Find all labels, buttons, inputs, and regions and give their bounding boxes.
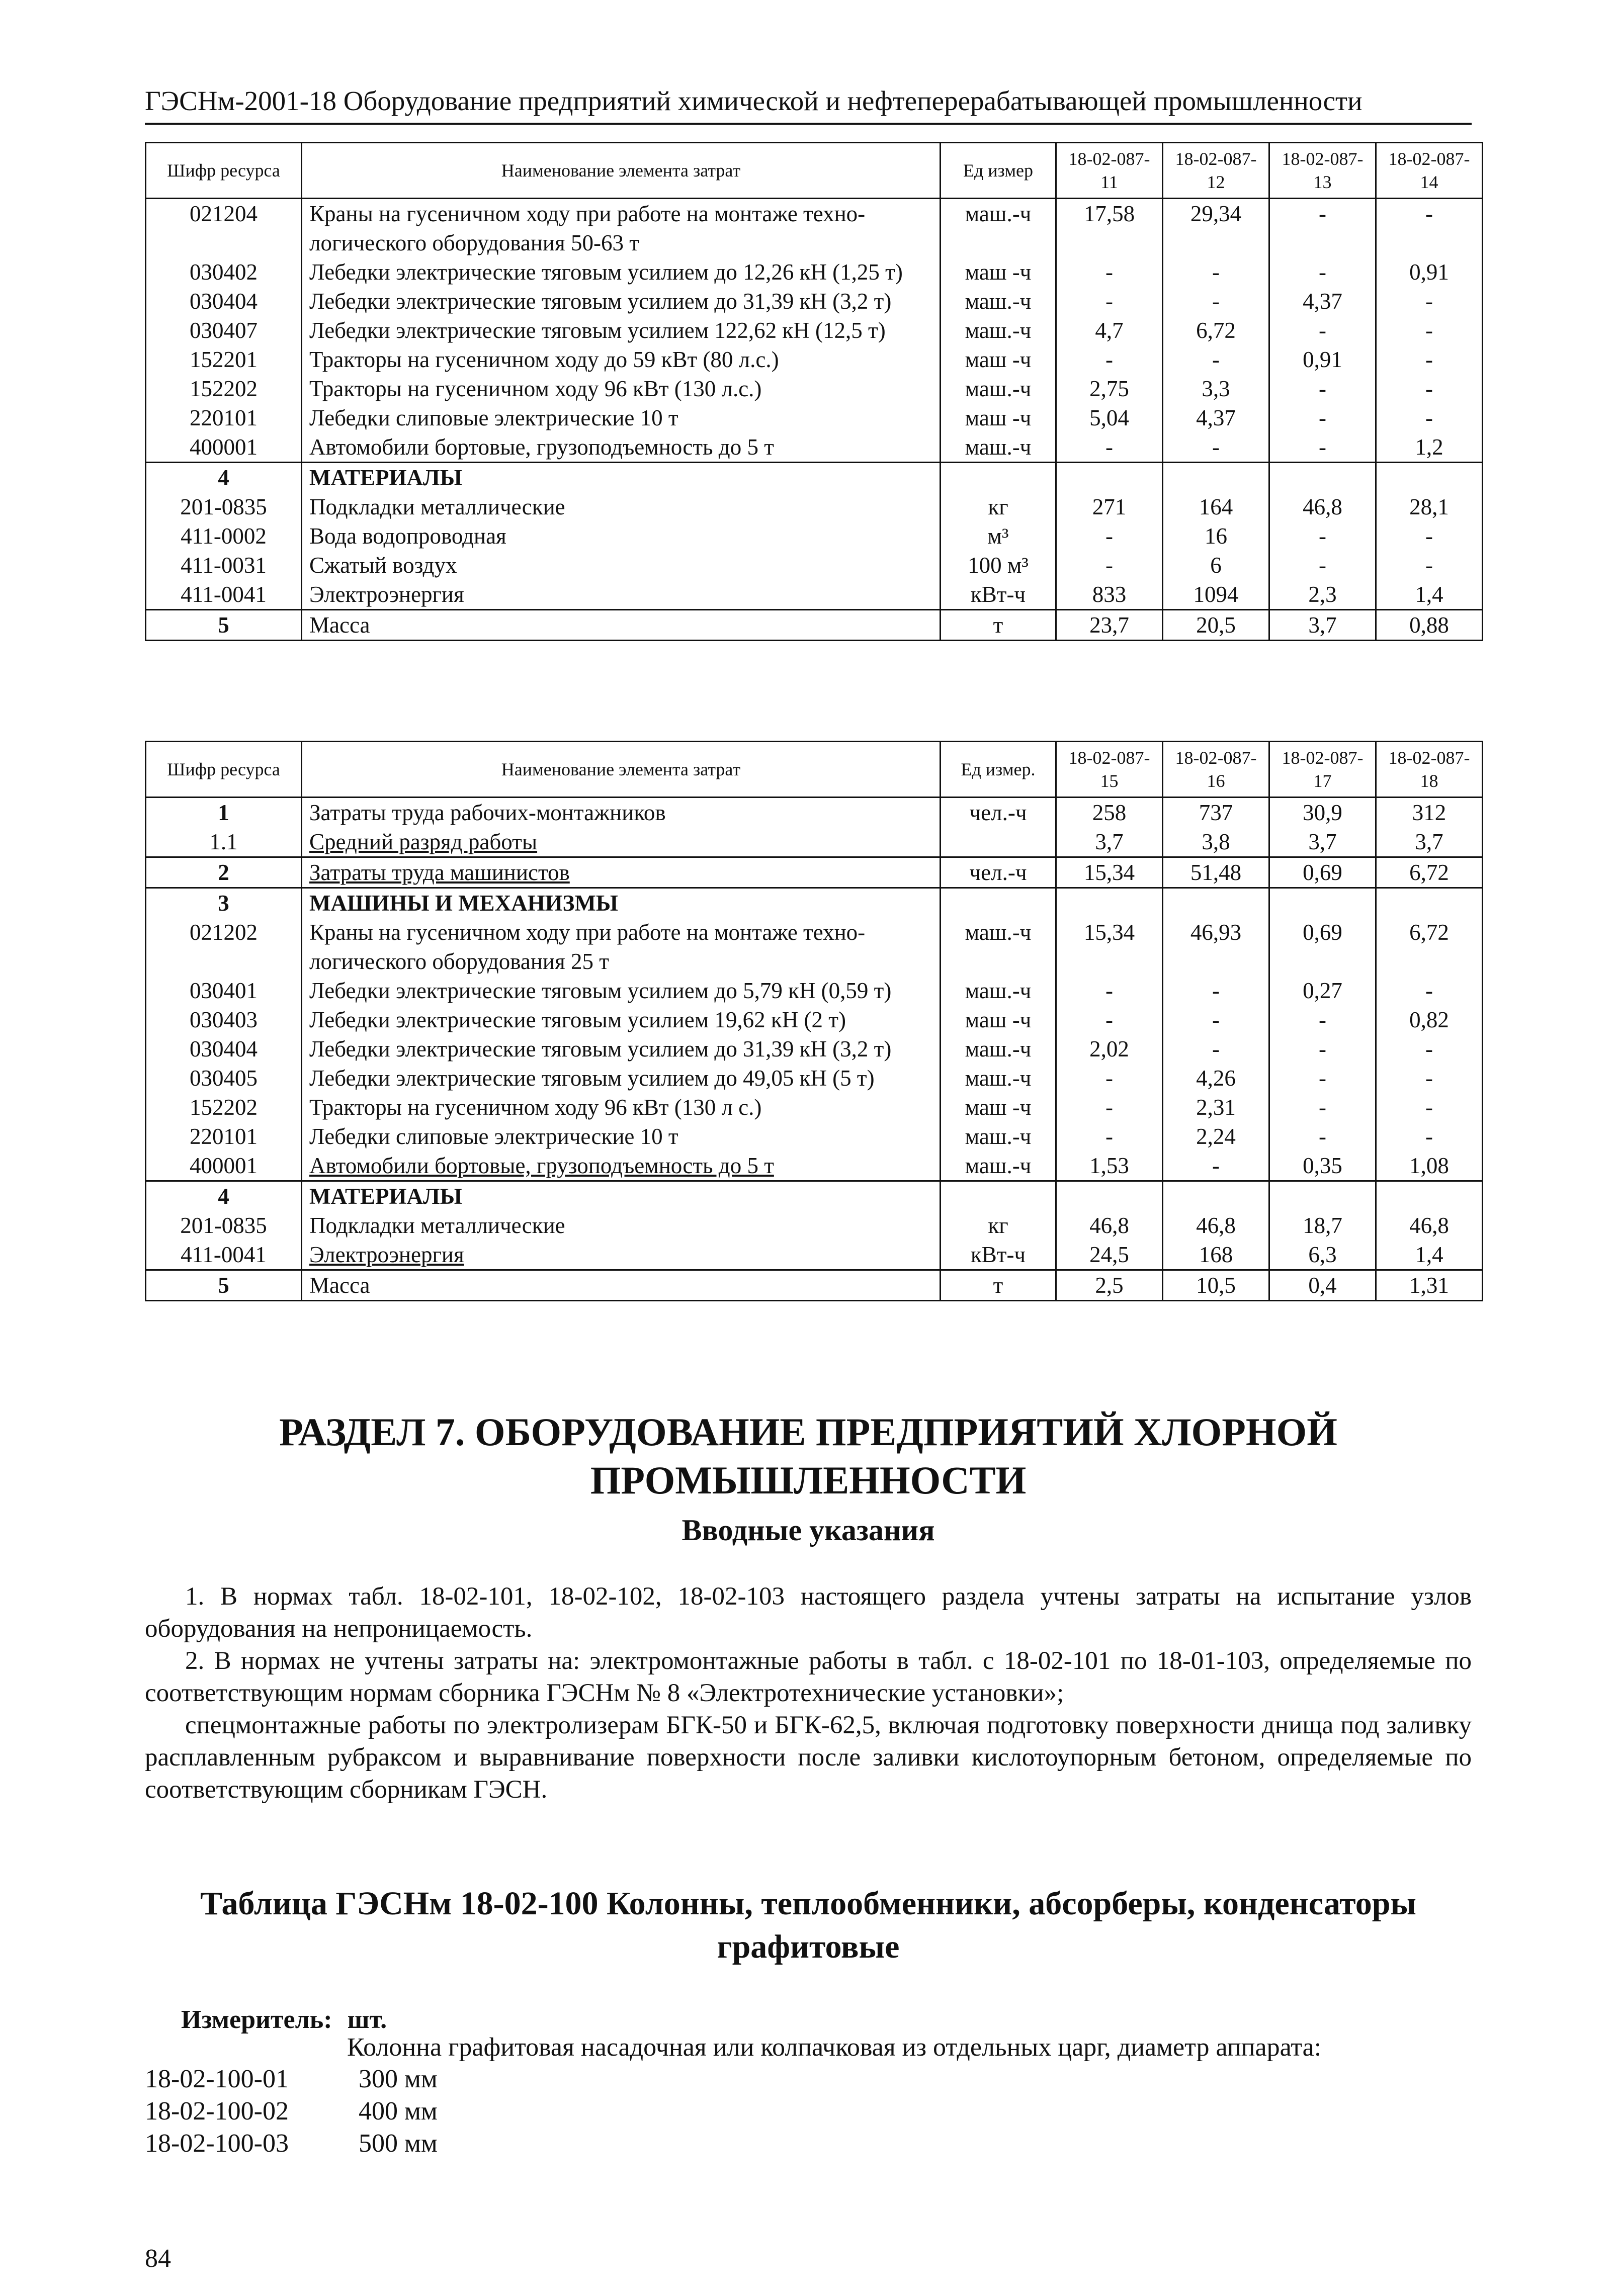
row-value: - xyxy=(1269,521,1376,551)
row-value: - xyxy=(1269,199,1376,258)
row-value: 6,72 xyxy=(1376,857,1483,888)
row-value: - xyxy=(1376,345,1483,374)
row-value: - xyxy=(1056,1122,1163,1151)
row-name: Масса xyxy=(302,1270,941,1301)
row-name: Затраты труда машинистов xyxy=(302,857,941,888)
row-value: 1,2 xyxy=(1376,432,1483,463)
row-code: 400001 xyxy=(146,432,302,463)
row-value xyxy=(1163,463,1269,493)
row-name: Краны на гусеничном ходу при работе на монтаже техно-логического оборудования 50-63 т xyxy=(302,199,941,258)
row-value: - xyxy=(1056,551,1163,580)
row-code: 4 xyxy=(146,1181,302,1211)
table-row xyxy=(146,374,1483,403)
row-value: - xyxy=(1269,1093,1376,1122)
row-value: 737 xyxy=(1163,798,1269,828)
row-value: 2,02 xyxy=(1056,1034,1163,1064)
row-code: 411-0031 xyxy=(146,551,302,580)
row-value: 4,37 xyxy=(1163,403,1269,432)
row-name: Лебедки электрические тяговым усилием до 12,26 кН (1,25 т) xyxy=(302,257,941,287)
row-value: 46,8 xyxy=(1269,492,1376,521)
row-value: 5,04 xyxy=(1056,403,1163,432)
row-value: - xyxy=(1376,1064,1483,1093)
row-name: Лебедки слиповые электрические 10 т xyxy=(302,1122,941,1151)
row-value: 3,8 xyxy=(1163,827,1269,857)
row-value: 29,34 xyxy=(1163,199,1269,258)
row-code: 030404 xyxy=(146,1034,302,1064)
row-value xyxy=(1269,463,1376,493)
row-unit: маш.-ч xyxy=(941,287,1056,316)
row-code: 152201 xyxy=(146,345,302,374)
row-unit: маш -ч xyxy=(941,257,1056,287)
row-value: 20,5 xyxy=(1163,610,1269,641)
table-row xyxy=(146,345,1483,374)
paragraph: спецмонтажные работы по электролизерам БГК-50 и БГК-62,5, включая подготовку поверхности днища под заливку расплавленным рубраксом и выравнивание поверхности после заливки кислотоупорным бетоном, определяемые по соответствующим сборникам ГЭСН. xyxy=(145,1711,1472,1804)
row-name: МАТЕРИАЛЫ xyxy=(302,463,941,493)
row-code: 4 xyxy=(146,463,302,493)
row-value: 6,72 xyxy=(1376,918,1483,976)
table-row xyxy=(146,1240,1483,1270)
row-unit: маш.-ч xyxy=(941,976,1056,1005)
row-code: 400001 xyxy=(146,1151,302,1181)
row-unit: чел.-ч xyxy=(941,798,1056,828)
row-value: - xyxy=(1376,199,1483,258)
row-value: 3,3 xyxy=(1163,374,1269,403)
col-name-header: Наименование элемента затрат xyxy=(302,143,941,199)
row-unit: маш.-ч xyxy=(941,199,1056,258)
row-value: - xyxy=(1056,976,1163,1005)
row-value: 271 xyxy=(1056,492,1163,521)
meter-value: шт. xyxy=(347,2005,387,2034)
row-unit xyxy=(941,463,1056,493)
table-row xyxy=(146,1151,1483,1181)
row-unit: маш.-ч xyxy=(941,374,1056,403)
row-value xyxy=(1163,1181,1269,1211)
table-row xyxy=(146,1122,1483,1151)
row-value: 1094 xyxy=(1163,580,1269,610)
row-value: 0,82 xyxy=(1376,1005,1483,1034)
row-value: 0,69 xyxy=(1269,857,1376,888)
row-code: 021202 xyxy=(146,918,302,976)
row-value: 3,7 xyxy=(1056,827,1163,857)
row-unit: кг xyxy=(941,492,1056,521)
row-unit: маш.-ч xyxy=(941,432,1056,463)
col-name-header: Наименование элемента затрат xyxy=(302,742,941,798)
row-name: Подкладки металлические xyxy=(302,1211,941,1240)
col-code-header: Шифр ресурса xyxy=(146,143,302,199)
row-name: Автомобили бортовые, грузоподъемность до 5 т xyxy=(302,1151,941,1181)
table-title: Таблица ГЭСНм 18-02-100 Колонны, теплообменники, абсорберы, конденсаторы графитовые xyxy=(200,1885,1416,1965)
row-value: - xyxy=(1376,976,1483,1005)
row-value: - xyxy=(1376,403,1483,432)
row-value: - xyxy=(1269,1005,1376,1034)
row-value: - xyxy=(1376,316,1483,345)
row-value: 30,9 xyxy=(1269,798,1376,828)
row-value: - xyxy=(1269,432,1376,463)
row-code: 030403 xyxy=(146,1005,302,1034)
table-row xyxy=(146,463,1483,493)
list-item xyxy=(145,2095,438,2128)
table-header-row xyxy=(146,742,1483,798)
row-value: 46,8 xyxy=(1056,1211,1163,1240)
row-value: 10,5 xyxy=(1163,1270,1269,1301)
row-value xyxy=(1269,888,1376,918)
row-name: Электроэнергия xyxy=(302,580,941,610)
section-subtitle: Вводные указания xyxy=(682,1514,935,1547)
table-row xyxy=(146,857,1483,888)
list-item xyxy=(145,2063,438,2095)
row-value: - xyxy=(1163,257,1269,287)
table-row xyxy=(146,888,1483,918)
table-row xyxy=(146,1034,1483,1064)
row-value: 4,7 xyxy=(1056,316,1163,345)
table-row xyxy=(146,1005,1483,1034)
row-name: Тракторы на гусеничном ходу 96 кВт (130 л.с.) xyxy=(302,374,941,403)
row-unit: т xyxy=(941,610,1056,641)
row-value: 258 xyxy=(1056,798,1163,828)
norm-value: 400 мм xyxy=(359,2097,438,2126)
row-code: 030405 xyxy=(146,1064,302,1093)
row-value: - xyxy=(1269,1064,1376,1093)
row-value: 833 xyxy=(1056,580,1163,610)
row-value: 15,34 xyxy=(1056,918,1163,976)
table-description: Колонна графитовая насадочная или колпачковая из отдельных царг, диаметр аппарата: xyxy=(347,2033,1322,2062)
row-value: - xyxy=(1376,1034,1483,1064)
row-value: 46,8 xyxy=(1376,1211,1483,1240)
row-value: 23,7 xyxy=(1056,610,1163,641)
row-name: Средний разряд работы xyxy=(302,827,941,857)
row-name: Краны на гусеничном ходу при работе на монтаже техно-логического оборудования 25 т xyxy=(302,918,941,976)
row-value: 168 xyxy=(1163,1240,1269,1270)
row-name: Масса xyxy=(302,610,941,641)
row-code: 5 xyxy=(146,1270,302,1301)
section-title: РАЗДЕЛ 7. ОБОРУДОВАНИЕ ПРЕДПРИЯТИЙ ХЛОРНОЙ ПРОМЫШЛЕННОСТИ xyxy=(279,1410,1337,1502)
intro-text xyxy=(145,1580,1472,1806)
row-value: - xyxy=(1376,1093,1483,1122)
row-unit: маш -ч xyxy=(941,345,1056,374)
col-norm-header: 18-02-087-15 xyxy=(1056,742,1163,798)
table-row xyxy=(146,610,1483,641)
row-name: Лебедки электрические тяговым усилием до 5,79 кН (0,59 т) xyxy=(302,976,941,1005)
row-value xyxy=(1269,1181,1376,1211)
row-code: 1.1 xyxy=(146,827,302,857)
row-code: 030401 xyxy=(146,976,302,1005)
row-value: 6 xyxy=(1163,551,1269,580)
row-value: 0,27 xyxy=(1269,976,1376,1005)
row-code: 201-0835 xyxy=(146,492,302,521)
resource-table-1 xyxy=(145,142,1483,641)
row-unit: маш.-ч xyxy=(941,1151,1056,1181)
row-value: 46,93 xyxy=(1163,918,1269,976)
table-row xyxy=(146,1270,1483,1301)
row-value: - xyxy=(1056,1064,1163,1093)
paragraph: 2. В нормах не учтены затраты на: электромонтажные работы в табл. с 18-02-101 по 18-01-103, определяемые по соответствующим нормам сборника ГЭСНм № 8 «Электротехнические установки»; xyxy=(145,1647,1472,1707)
row-unit xyxy=(941,888,1056,918)
row-unit: маш -ч xyxy=(941,1093,1056,1122)
table-row xyxy=(146,1093,1483,1122)
row-code: 5 xyxy=(146,610,302,641)
row-unit: т xyxy=(941,1270,1056,1301)
row-unit xyxy=(941,827,1056,857)
row-name: МАШИНЫ И МЕХАНИЗМЫ xyxy=(302,888,941,918)
row-code: 411-0041 xyxy=(146,1240,302,1270)
row-name: Электроэнергия xyxy=(302,1240,941,1270)
row-value: - xyxy=(1163,976,1269,1005)
table-row xyxy=(146,287,1483,316)
row-value: - xyxy=(1163,432,1269,463)
row-value: - xyxy=(1269,1122,1376,1151)
row-value: - xyxy=(1376,1122,1483,1151)
row-value: 4,37 xyxy=(1269,287,1376,316)
table-header-row xyxy=(146,143,1483,199)
row-value: 6,3 xyxy=(1269,1240,1376,1270)
row-value: 2,75 xyxy=(1056,374,1163,403)
norm-code: 18-02-100-01 xyxy=(145,2065,289,2093)
table-row xyxy=(146,976,1483,1005)
row-value: - xyxy=(1163,1005,1269,1034)
table-row xyxy=(146,316,1483,345)
norm-list xyxy=(145,2063,438,2160)
row-value: - xyxy=(1269,551,1376,580)
row-name: Вода водопроводная xyxy=(302,521,941,551)
row-name: Затраты труда рабочих-монтажников xyxy=(302,798,941,828)
row-value xyxy=(1056,463,1163,493)
row-code: 411-0002 xyxy=(146,521,302,551)
row-unit: кВт-ч xyxy=(941,1240,1056,1270)
col-unit-header: Ед измер. xyxy=(941,742,1056,798)
row-code: 030404 xyxy=(146,287,302,316)
list-item xyxy=(145,2128,438,2160)
row-value: - xyxy=(1269,403,1376,432)
row-unit: кВт-ч xyxy=(941,580,1056,610)
row-value: 24,5 xyxy=(1056,1240,1163,1270)
row-unit: маш -ч xyxy=(941,403,1056,432)
row-unit: маш.-ч xyxy=(941,918,1056,976)
table-row xyxy=(146,1211,1483,1240)
row-name: Автомобили бортовые, грузоподъемность до 5 т xyxy=(302,432,941,463)
row-value: 2,5 xyxy=(1056,1270,1163,1301)
row-value xyxy=(1163,888,1269,918)
table-row xyxy=(146,521,1483,551)
row-value: 1,4 xyxy=(1376,580,1483,610)
row-value: 17,58 xyxy=(1056,199,1163,258)
norm-value: 300 мм xyxy=(359,2065,438,2093)
col-norm-header: 18-02-087-14 xyxy=(1376,143,1483,199)
row-value: - xyxy=(1056,257,1163,287)
paragraph: 1. В нормах табл. 18-02-101, 18-02-102, 18-02-103 настоящего раздела учтены затраты на испытание узлов оборудования на непроницаемость. xyxy=(145,1582,1472,1643)
row-code: 2 xyxy=(146,857,302,888)
row-value: 0,91 xyxy=(1376,257,1483,287)
row-name: Лебедки электрические тяговым усилием до 31,39 кН (3,2 т) xyxy=(302,287,941,316)
row-value xyxy=(1376,1181,1483,1211)
row-value: - xyxy=(1056,1093,1163,1122)
row-unit: маш -ч xyxy=(941,1005,1056,1034)
norm-code: 18-02-100-03 xyxy=(145,2129,289,2158)
row-value: 0,88 xyxy=(1376,610,1483,641)
row-value xyxy=(1376,463,1483,493)
table-row xyxy=(146,432,1483,463)
col-code-header: Шифр ресурса xyxy=(146,742,302,798)
row-value: 3,7 xyxy=(1269,610,1376,641)
row-value: - xyxy=(1376,521,1483,551)
table-row xyxy=(146,580,1483,610)
row-value: 15,34 xyxy=(1056,857,1163,888)
row-value: - xyxy=(1376,551,1483,580)
col-norm-header: 18-02-087-18 xyxy=(1376,742,1483,798)
norm-code: 18-02-100-02 xyxy=(145,2097,289,2126)
row-value: - xyxy=(1056,1005,1163,1034)
row-unit: маш.-ч xyxy=(941,1064,1056,1093)
table-row xyxy=(146,918,1483,976)
row-name: Сжатый воздух xyxy=(302,551,941,580)
row-unit: м³ xyxy=(941,521,1056,551)
row-value: 0,69 xyxy=(1269,918,1376,976)
col-norm-header: 18-02-087-17 xyxy=(1269,742,1376,798)
row-name: Лебедки электрические тяговым усилием 19,62 кН (2 т) xyxy=(302,1005,941,1034)
row-value: - xyxy=(1163,1151,1269,1181)
row-value: 1,4 xyxy=(1376,1240,1483,1270)
row-value: 312 xyxy=(1376,798,1483,828)
col-norm-header: 18-02-087-16 xyxy=(1163,742,1269,798)
row-value: 28,1 xyxy=(1376,492,1483,521)
page-number: 84 xyxy=(145,2244,171,2273)
norm-value: 500 мм xyxy=(359,2129,438,2158)
row-code: 201-0835 xyxy=(146,1211,302,1240)
table-row xyxy=(146,827,1483,857)
row-name: Тракторы на гусеничном ходу до 59 кВт (80 л.с.) xyxy=(302,345,941,374)
row-value: 2,3 xyxy=(1269,580,1376,610)
table-row xyxy=(146,257,1483,287)
row-value: 0,35 xyxy=(1269,1151,1376,1181)
row-code: 220101 xyxy=(146,1122,302,1151)
row-value: - xyxy=(1163,1034,1269,1064)
row-code: 411-0041 xyxy=(146,580,302,610)
row-value: - xyxy=(1269,1034,1376,1064)
row-value: - xyxy=(1056,432,1163,463)
row-name: Лебедки электрические тяговым усилием 122,62 кН (12,5 т) xyxy=(302,316,941,345)
row-value: 0,4 xyxy=(1269,1270,1376,1301)
col-norm-header: 18-02-087-13 xyxy=(1269,143,1376,199)
row-value: 0,91 xyxy=(1269,345,1376,374)
row-value: 164 xyxy=(1163,492,1269,521)
row-value: - xyxy=(1376,287,1483,316)
table-row xyxy=(146,199,1483,258)
row-value xyxy=(1376,888,1483,918)
row-value: - xyxy=(1269,316,1376,345)
row-value: 1,08 xyxy=(1376,1151,1483,1181)
row-value: 2,24 xyxy=(1163,1122,1269,1151)
row-name: МАТЕРИАЛЫ xyxy=(302,1181,941,1211)
row-name: Лебедки слиповые электрические 10 т xyxy=(302,403,941,432)
row-value: - xyxy=(1376,374,1483,403)
row-code: 152202 xyxy=(146,374,302,403)
table-row xyxy=(146,551,1483,580)
row-code: 1 xyxy=(146,798,302,828)
row-value: - xyxy=(1163,345,1269,374)
table-row xyxy=(146,1064,1483,1093)
row-value: 1,53 xyxy=(1056,1151,1163,1181)
row-name: Тракторы на гусеничном ходу 96 кВт (130 л с.) xyxy=(302,1093,941,1122)
row-name: Лебедки электрические тяговым усилием до 31,39 кН (3,2 т) xyxy=(302,1034,941,1064)
col-norm-header: 18-02-087-12 xyxy=(1163,143,1269,199)
row-value: 3,7 xyxy=(1269,827,1376,857)
row-code: 220101 xyxy=(146,403,302,432)
row-unit xyxy=(941,1181,1056,1211)
row-value: 1,31 xyxy=(1376,1270,1483,1301)
row-value: 4,26 xyxy=(1163,1064,1269,1093)
row-unit: 100 м³ xyxy=(941,551,1056,580)
resource-table-2 xyxy=(145,741,1483,1301)
row-value: 18,7 xyxy=(1269,1211,1376,1240)
row-value: 51,48 xyxy=(1163,857,1269,888)
row-value: - xyxy=(1163,287,1269,316)
row-code: 152202 xyxy=(146,1093,302,1122)
row-code: 030402 xyxy=(146,257,302,287)
row-value: 46,8 xyxy=(1163,1211,1269,1240)
row-unit: маш.-ч xyxy=(941,1122,1056,1151)
row-name: Подкладки металлические xyxy=(302,492,941,521)
row-value: - xyxy=(1056,287,1163,316)
table-row xyxy=(146,1181,1483,1211)
row-value: - xyxy=(1056,345,1163,374)
table-row xyxy=(146,798,1483,828)
row-value: 3,7 xyxy=(1376,827,1483,857)
row-unit: маш.-ч xyxy=(941,316,1056,345)
row-value: 2,31 xyxy=(1163,1093,1269,1122)
row-value: - xyxy=(1269,257,1376,287)
table-row xyxy=(146,492,1483,521)
meter-label: Измеритель: xyxy=(181,2005,332,2034)
row-unit: кг xyxy=(941,1211,1056,1240)
row-value xyxy=(1056,1181,1163,1211)
col-unit-header: Ед измер xyxy=(941,143,1056,199)
row-name: Лебедки электрические тяговым усилием до 49,05 кН (5 т) xyxy=(302,1064,941,1093)
row-code: 3 xyxy=(146,888,302,918)
row-unit: маш.-ч xyxy=(941,1034,1056,1064)
running-header: ГЭСНм-2001-18 Оборудование предприятий химической и нефтеперерабатывающей промышленности xyxy=(145,83,1472,125)
row-value: - xyxy=(1269,374,1376,403)
row-value: 6,72 xyxy=(1163,316,1269,345)
col-norm-header: 18-02-087-11 xyxy=(1056,143,1163,199)
row-code: 021204 xyxy=(146,199,302,258)
row-code: 030407 xyxy=(146,316,302,345)
row-value xyxy=(1056,888,1163,918)
row-value: 16 xyxy=(1163,521,1269,551)
table-row xyxy=(146,403,1483,432)
row-unit: чел.-ч xyxy=(941,857,1056,888)
row-value: - xyxy=(1056,521,1163,551)
